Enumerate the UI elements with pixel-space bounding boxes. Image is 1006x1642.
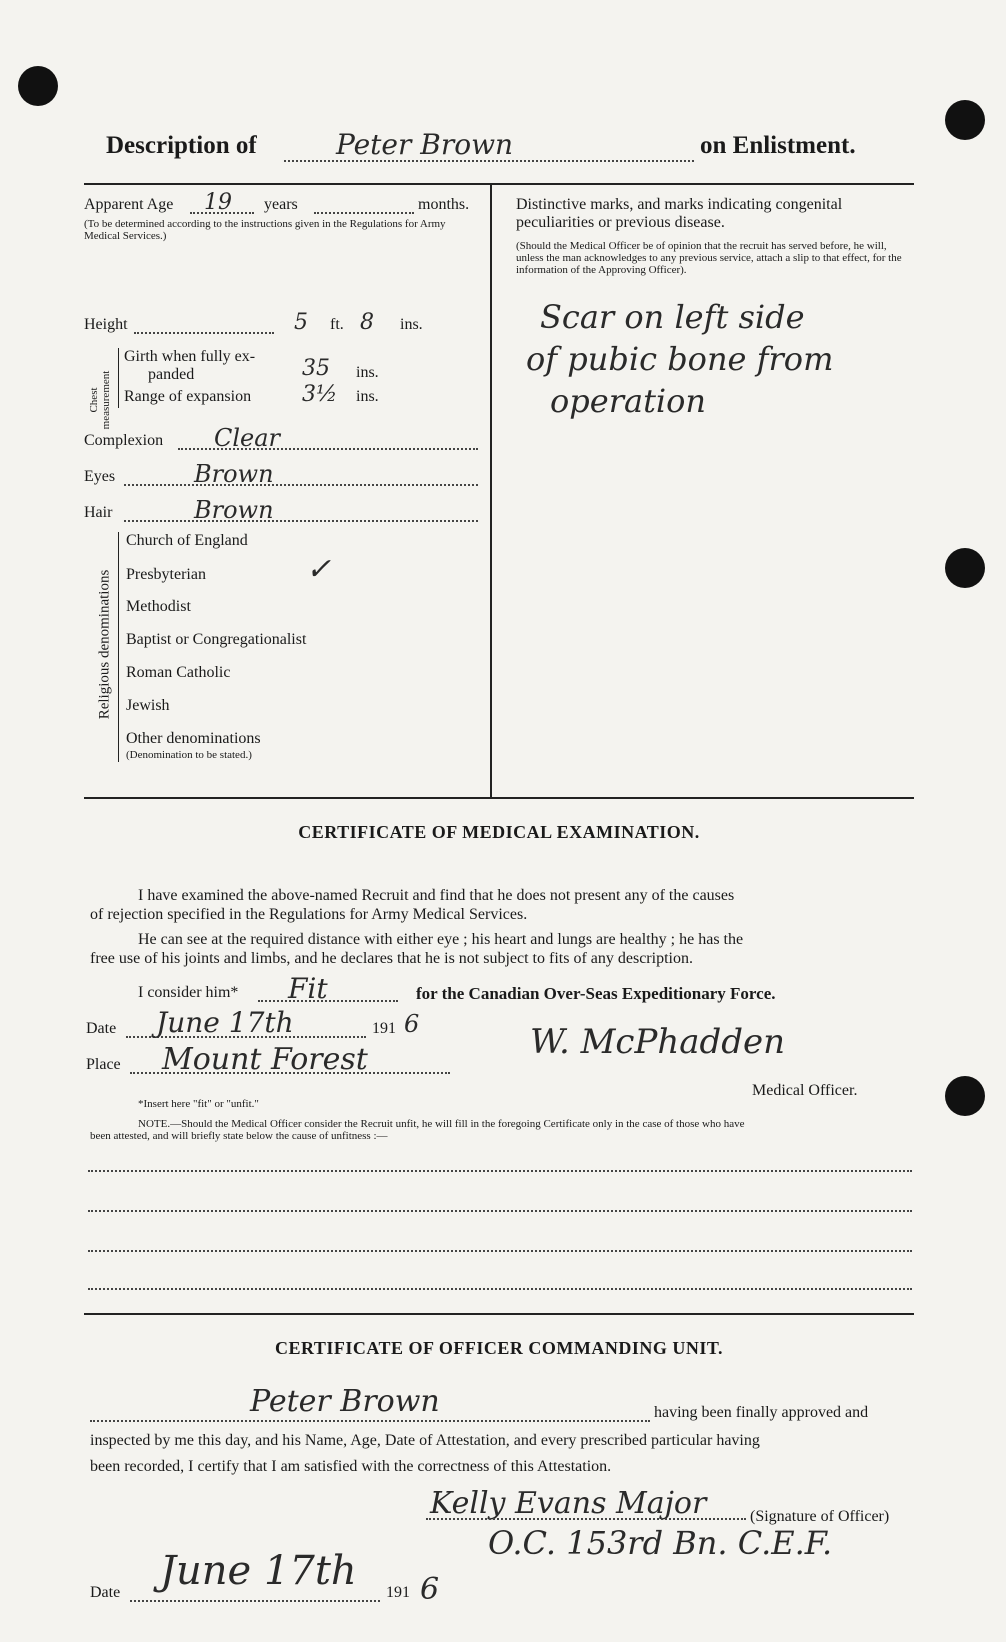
range-ins: ins. (356, 388, 379, 405)
commanding-date-row (90, 1548, 450, 1607)
age-note: (To be determined according to the instructions given in the Regulations for Army Medical Services.) (84, 218, 446, 242)
hair-value: Brown (194, 496, 274, 524)
force-label: for the Canadian Over-Seas Expeditionary Force. (416, 984, 776, 1003)
commanding-date-value: June 17th (160, 1548, 357, 1594)
recruit-name: Peter Brown (336, 128, 514, 161)
unfit-note (90, 1118, 910, 1142)
chest-label: Chest measurement (88, 370, 112, 430)
commanding-title: CERTIFICATE OF OFFICER COMMANDING UNIT. (274, 1338, 724, 1358)
age-row (84, 190, 484, 215)
ins-label: ins. (400, 316, 423, 333)
approval-tail: having been finally approved and (654, 1404, 869, 1421)
ft-label: ft. (330, 316, 344, 333)
title-suffix: on Enlistment. (700, 132, 856, 159)
height-row (84, 310, 484, 335)
marks-title-2: peculiarities or previous disease. (516, 214, 725, 231)
commanding-year-prefix: 191 (386, 1584, 410, 1601)
marks-title (516, 196, 916, 232)
unfitness-line (88, 1250, 912, 1252)
complexion-label: Complexion (84, 432, 164, 449)
religion-item (126, 664, 230, 682)
religion-item (126, 552, 332, 587)
girth-ins: ins. (356, 364, 379, 381)
height-inches: 8 (360, 310, 374, 335)
signature-label: (Signature of Officer) (750, 1508, 890, 1525)
distinctive-marks (526, 296, 834, 422)
note-line: been attested, and will briefly state below the cause of unfitness :— (90, 1130, 388, 1142)
medical-date-label: Date (86, 1020, 117, 1037)
medical-date-row (86, 1006, 516, 1039)
medical-para-2 (90, 930, 910, 968)
marks-line: of pubic bone from (526, 340, 834, 378)
consider-row (138, 972, 918, 1005)
religion-label: Jewish (126, 697, 170, 714)
para-line: of rejection specified in the Regulations for Army Medical Services. (90, 906, 528, 923)
para-line: I have examined the above-named Recruit and find that he does not present any of the causes (138, 887, 735, 904)
age-label: Apparent Age (84, 196, 174, 213)
medical-place-label: Place (86, 1056, 121, 1073)
unfitness-line (88, 1288, 912, 1290)
medical-place-value: Mount Forest (162, 1042, 368, 1077)
religion-item (126, 697, 170, 715)
marks-note: (Should the Medical Officer be of opinion that the recruit has served before, he will, unless the man acknowledges to any previous service, attach a slip to that effect, for the information of the Approving Officer). (516, 240, 902, 276)
religion-label: Religious denominations (96, 569, 113, 720)
insert-note: *Insert here "fit" or "unfit." (138, 1098, 259, 1110)
note-line: NOTE.—Should the Medical Officer consider the Recruit unfit, he will fill in the foregoing Certificate only in the case of those who have (138, 1118, 745, 1130)
eyes-label: Eyes (84, 468, 116, 485)
religion-label: Methodist (126, 598, 191, 615)
para-line: He can see at the required distance with either eye ; his heart and lungs are healthy ; he has the (138, 931, 744, 948)
commanding-signature: Kelly Evans Major (430, 1486, 707, 1521)
punch-hole (945, 548, 985, 588)
height-feet: 5 (294, 310, 308, 335)
approval-line-3: been recorded, I certify that I am satisfied with the correctness of this Attestation. (90, 1458, 612, 1475)
religion-mark: ✓ (306, 552, 332, 587)
title-prefix: Description of (106, 132, 257, 159)
months-label: months. (418, 196, 470, 213)
other-denomination-note: (Denomination to be stated.) (126, 749, 252, 761)
religion-item (126, 730, 261, 748)
religion-item (126, 598, 191, 616)
religion-label: Presbyterian (126, 566, 206, 583)
medical-date-value: June 17th (156, 1006, 294, 1039)
consider-label: I consider him* (138, 984, 239, 1001)
commanding-year-digit: 6 (420, 1572, 440, 1607)
religion-item (126, 631, 306, 649)
punch-hole (945, 100, 985, 140)
religion-label: Baptist or Congregationalist (126, 631, 307, 648)
punch-hole (945, 1076, 985, 1116)
range-value: 3½ (302, 382, 338, 407)
religion-item (126, 532, 248, 550)
religion-label: Church of England (126, 532, 248, 549)
age-value: 19 (204, 190, 232, 215)
eyes-value: Brown (194, 460, 274, 488)
fitness-value: Fit (288, 972, 328, 1005)
commanding-recruit-name: Peter Brown (250, 1384, 440, 1419)
complexion-row (84, 424, 484, 452)
medical-officer-signature: W. McPhadden (530, 1022, 786, 1062)
girth-row (124, 348, 484, 384)
medical-officer-label: Medical Officer. (752, 1082, 858, 1099)
medical-year-digit: 6 (404, 1010, 420, 1038)
medical-para-1 (90, 886, 910, 924)
para-line: free use of his joints and limbs, and he declares that he is not subject to fits of any description. (90, 950, 693, 967)
complexion-value: Clear (214, 424, 281, 452)
medical-title: CERTIFICATE OF MEDICAL EXAMINATION. (298, 822, 700, 842)
commanding-unit: O.C. 153rd Bn. C.E.F. (488, 1524, 833, 1562)
years-label: years (264, 196, 298, 213)
hair-label: Hair (84, 504, 113, 521)
punch-hole (18, 66, 58, 106)
range-label: Range of expansion (124, 388, 252, 405)
eyes-row (84, 460, 484, 488)
approval-line-2: inspected by me this day, and his Name, Age, Date of Attestation, and every prescribed particular having (90, 1432, 760, 1449)
height-label: Height (84, 316, 128, 333)
unfitness-line (88, 1210, 912, 1212)
unfitness-line (88, 1170, 912, 1172)
medical-year-prefix: 191 (372, 1020, 396, 1037)
commanding-date-label: Date (90, 1584, 121, 1601)
hair-row (84, 496, 484, 524)
range-row (124, 382, 484, 407)
medical-place-row (86, 1042, 516, 1077)
religion-label: Other denominations (126, 730, 261, 747)
girth-label-1: Girth when fully ex- (124, 348, 256, 365)
page-title (106, 128, 886, 172)
girth-value: 35 (302, 356, 330, 381)
marks-line: Scar on left side (540, 298, 805, 336)
marks-title-1: Distinctive marks, and marks indicating congenital (516, 196, 843, 213)
marks-line: operation (550, 382, 707, 420)
religion-label: Roman Catholic (126, 664, 231, 681)
girth-label-2: panded (148, 366, 195, 383)
